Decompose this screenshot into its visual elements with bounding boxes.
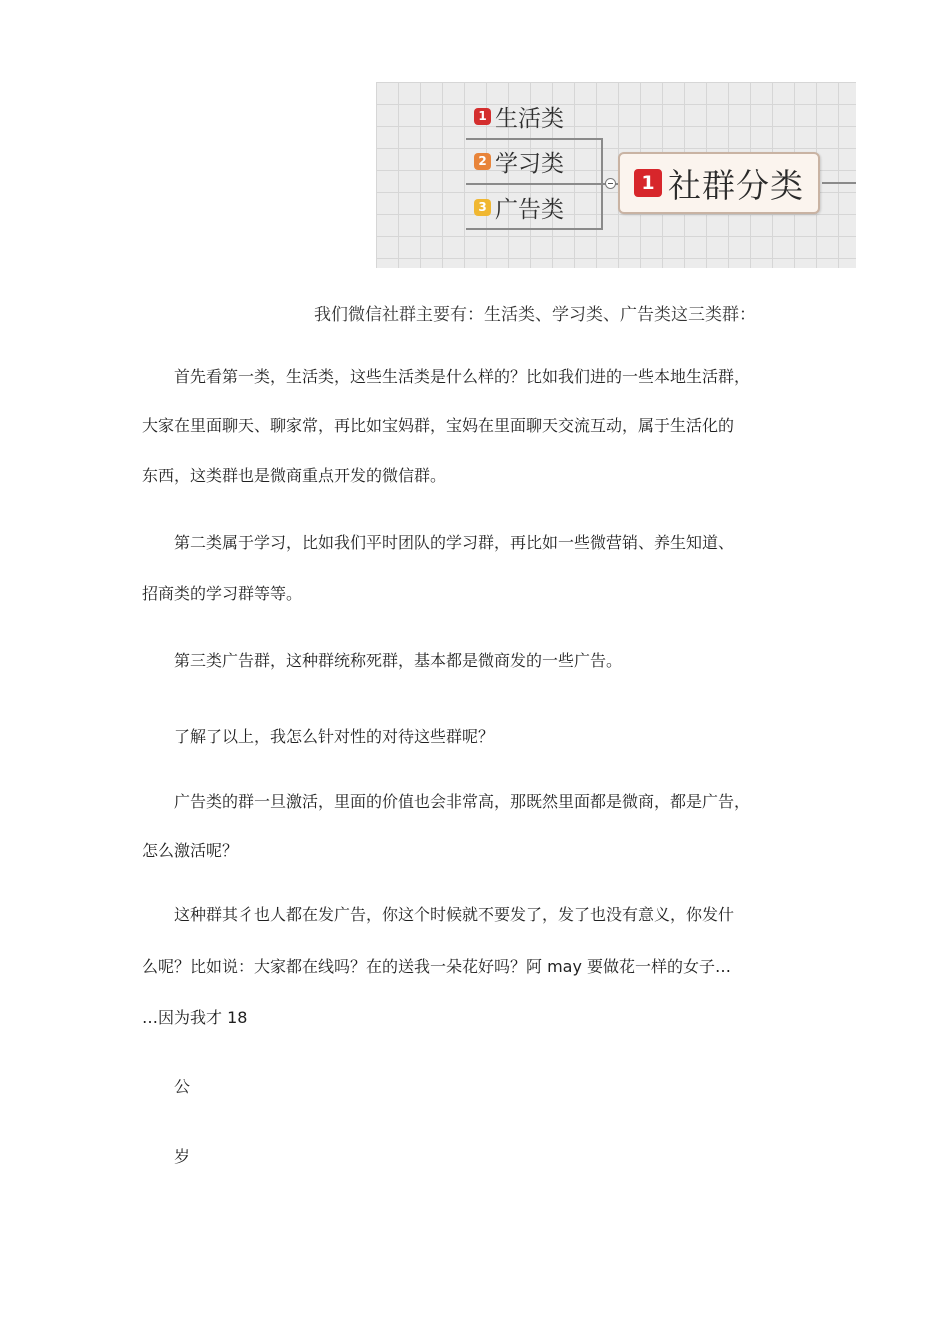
paragraph-line: 怎么激活呢？	[142, 841, 239, 860]
mindmap-node-label: 生活类	[495, 105, 564, 132]
connector-line	[466, 228, 602, 230]
paragraph-line: 广告类的群一旦激活，里面的价值也会非常高，那既然里面都是微商，都是广告，	[174, 792, 751, 811]
paragraph-line: 东西，这类群也是微商重点开发的微信群。	[142, 466, 447, 485]
paragraph-line: 么呢？比如说：大家都在线吗？在的送我一朵花好吗？阿 may 要做花一样的女子…	[142, 957, 732, 976]
priority-1-icon: 1	[474, 108, 491, 125]
mindmap-node-child-2[interactable]	[474, 145, 564, 177]
paragraph-line: 第三类广告群，这种群统称死群，基本都是微商发的一些广告。	[174, 651, 623, 670]
connector-line	[822, 182, 856, 184]
paragraph-line: 了解了以上，我怎么针对性的对待这些群呢？	[174, 727, 495, 746]
connector-line	[466, 138, 602, 140]
mindmap-figure	[376, 82, 856, 268]
paragraph-line: 这种群其彳也人都在发广告，你这个时候就不要发了，发了也没有意义，你发什	[174, 905, 735, 924]
paragraph-line: …因为我才 18	[142, 1008, 248, 1027]
figure-caption: 我们微信社群主要有：生活类、学习类、广告类这三类群：	[314, 305, 756, 325]
paragraph-line: 首先看第一类，生活类，这些生活类是什么样的？比如我们进的一些本地生活群，	[174, 367, 751, 386]
mindmap-node-child-1[interactable]	[474, 100, 564, 132]
paragraph-line: 岁	[174, 1147, 191, 1166]
mindmap-node-root[interactable]	[618, 152, 820, 214]
priority-1-icon: 1	[634, 169, 662, 197]
priority-2-icon: 2	[474, 153, 491, 170]
mindmap-node-child-3[interactable]	[474, 191, 564, 223]
paragraph-line: 大家在里面聊天、聊家常，再比如宝妈群，宝妈在里面聊天交流互动，属于生活化的	[142, 416, 735, 435]
collapse-toggle-icon[interactable]	[605, 178, 616, 189]
paragraph-line: 公	[174, 1077, 191, 1096]
priority-3-icon: 3	[474, 199, 491, 216]
paragraph-line: 招商类的学习群等等。	[142, 584, 303, 603]
mindmap-node-label: 学习类	[495, 150, 564, 177]
mindmap-node-label: 广告类	[495, 196, 564, 223]
connector-line	[466, 183, 602, 185]
mindmap-root-label: 社群分类	[668, 165, 804, 205]
paragraph-line: 第二类属于学习，比如我们平时团队的学习群，再比如一些微营销、养生知道、	[174, 533, 735, 552]
